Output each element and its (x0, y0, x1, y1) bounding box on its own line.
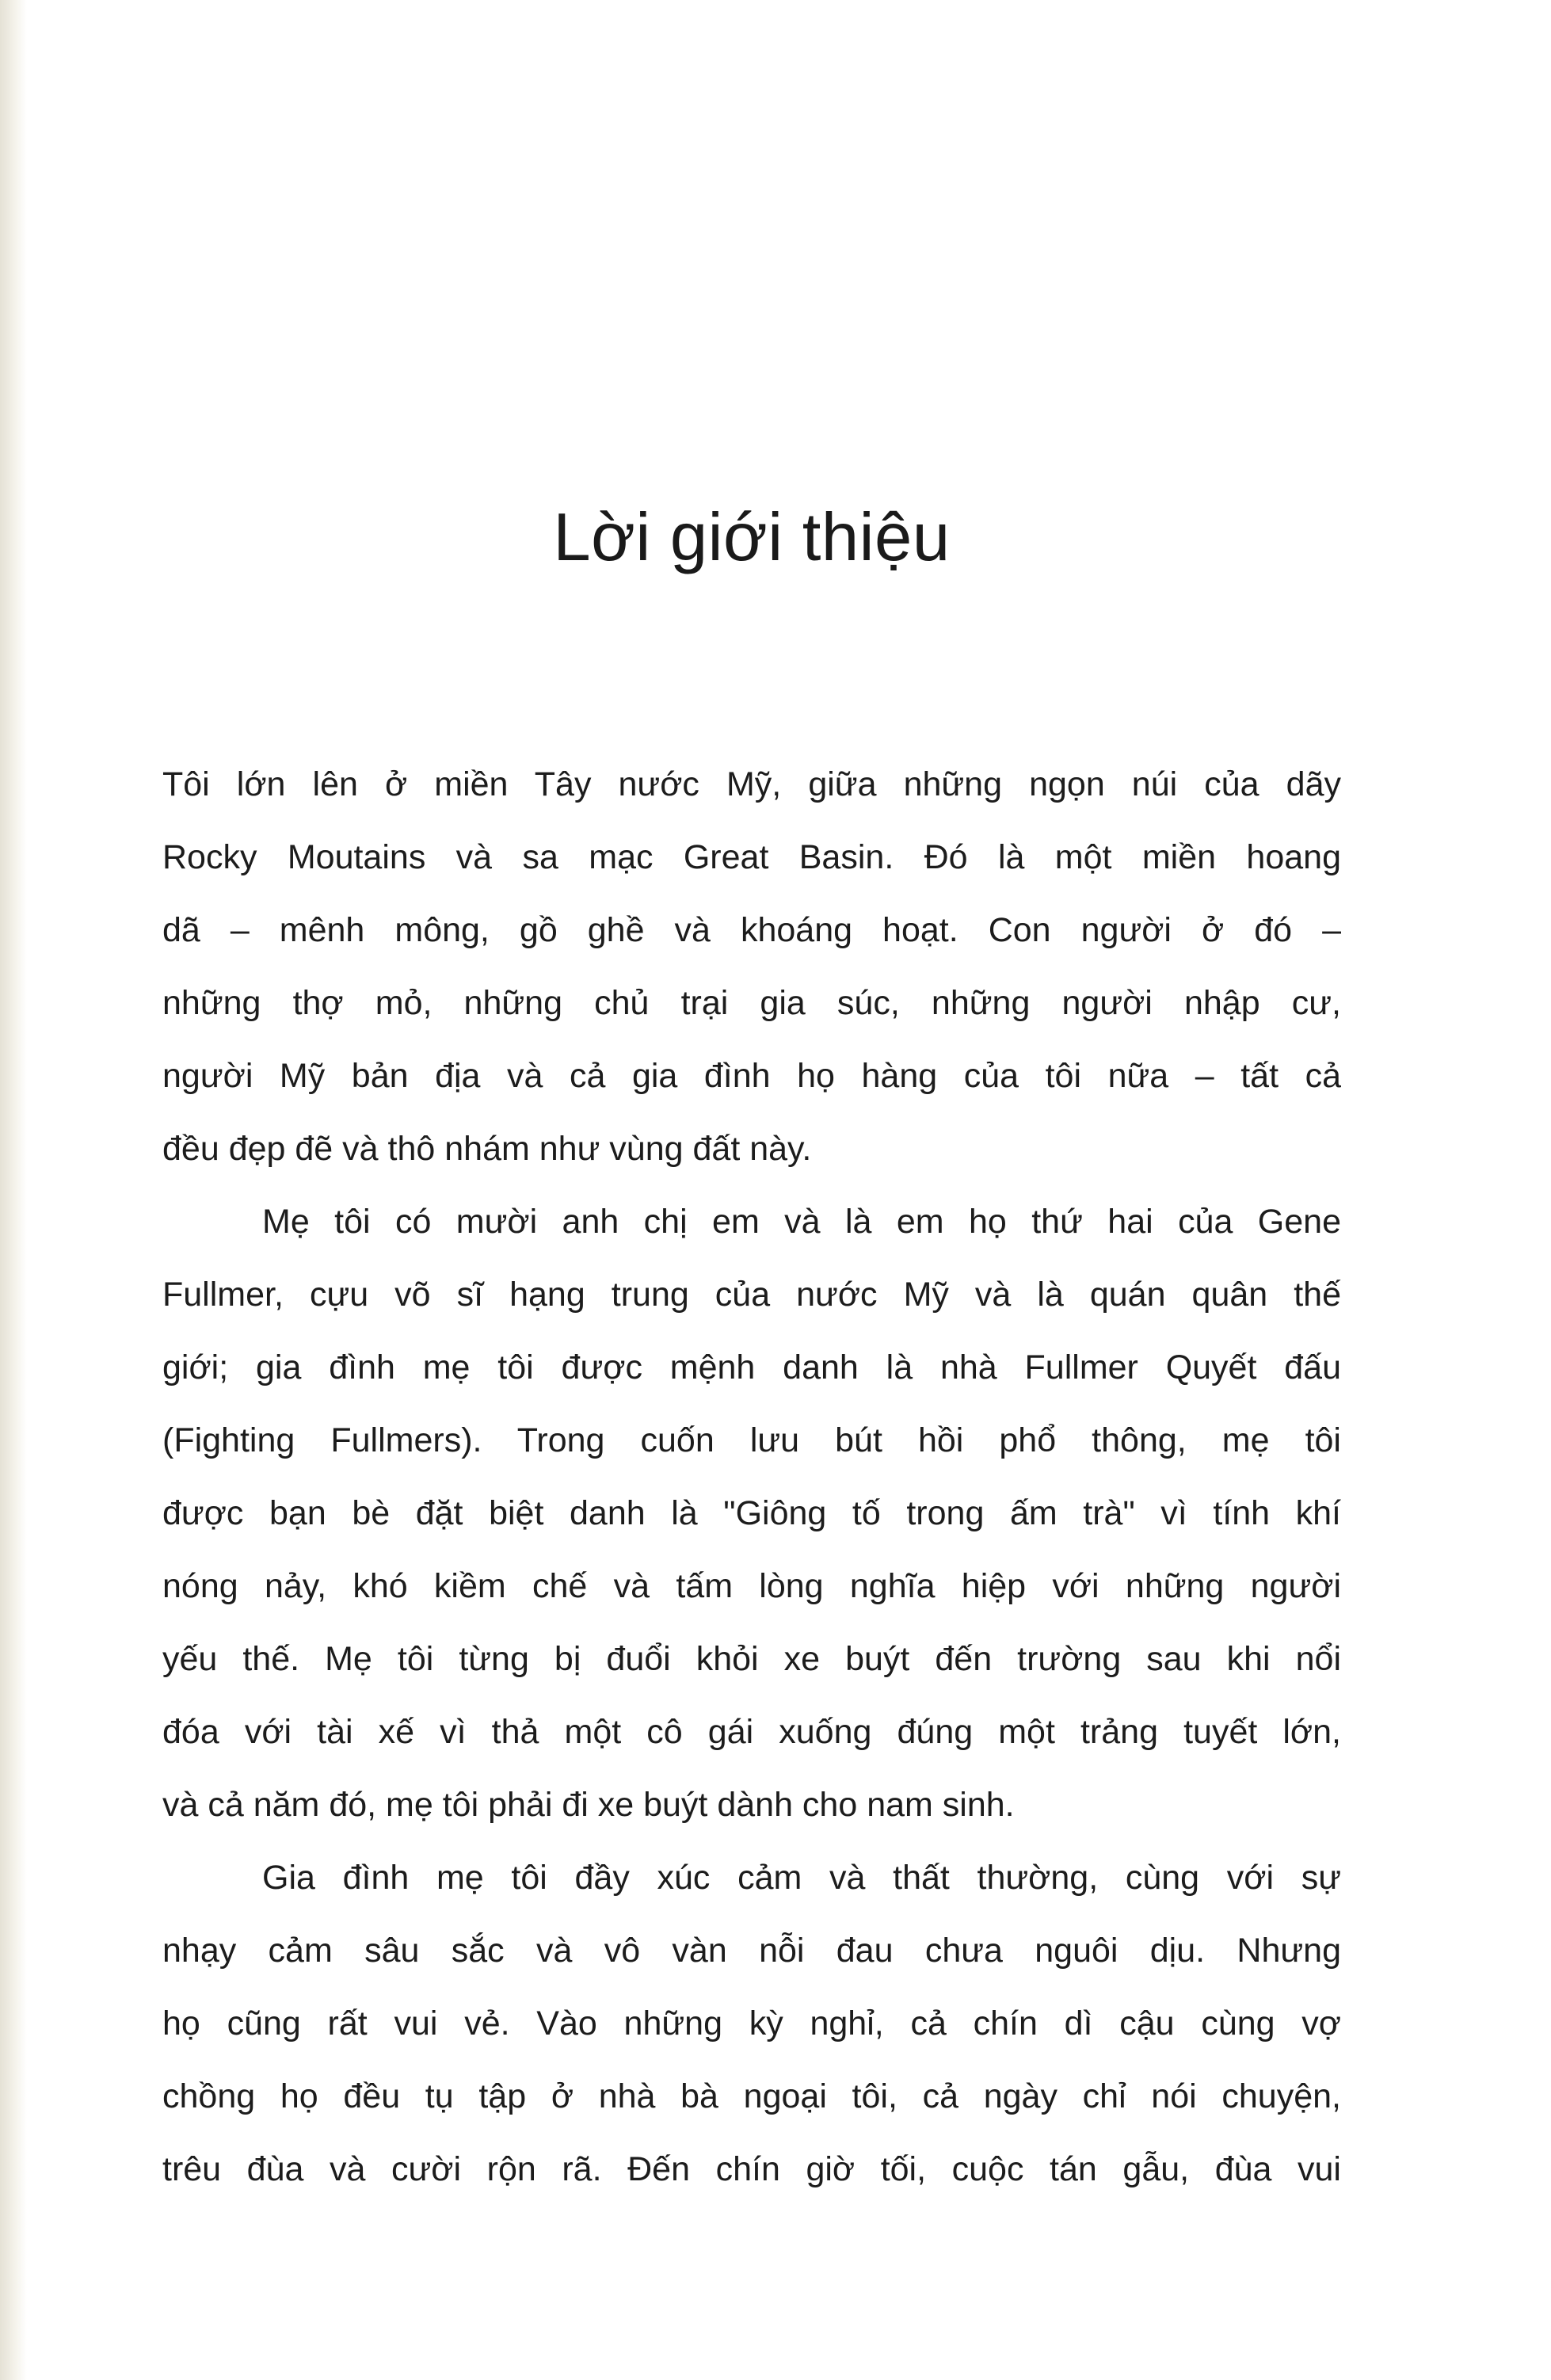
text-line: dã – mênh mông, gồ ghề và khoáng hoạt. Con người ở đó – (162, 911, 1341, 949)
text-line: Rocky Moutains và sa mạc Great Basin. Đó là một miền hoang (162, 838, 1341, 876)
page-title: Lời giới thiệu (553, 500, 951, 575)
body-text (162, 748, 1341, 2206)
text-line: Mẹ tôi có mười anh chị em và là em họ thứ hai của Gene (262, 1203, 1341, 1241)
text-line: đóa với tài xế vì thả một cô gái xuống đúng một trảng tuyết lớn, (162, 1713, 1341, 1751)
text-line: chồng họ đều tụ tập ở nhà bà ngoại tôi, cả ngày chỉ nói chuyện, (162, 2077, 1341, 2115)
text-line: họ cũng rất vui vẻ. Vào những kỳ nghỉ, cả chín dì cậu cùng vợ (162, 2004, 1341, 2042)
text-line: trêu đùa và cười rộn rã. Đến chín giờ tối, cuộc tán gẫu, đùa vui (162, 2150, 1341, 2188)
text-line: nóng nảy, khó kiềm chế và tấm lòng nghĩa hiệp với những người (162, 1567, 1341, 1605)
text-line: giới; gia đình mẹ tôi được mệnh danh là nhà Fullmer Quyết đấu (162, 1348, 1341, 1386)
text-line: nhạy cảm sâu sắc và vô vàn nỗi đau chưa nguôi dịu. Nhưng (162, 1932, 1341, 1970)
text-line: (Fighting Fullmers). Trong cuốn lưu bút hồi phổ thông, mẹ tôi (162, 1421, 1341, 1459)
text-line: Gia đình mẹ tôi đầy xúc cảm và thất thường, cùng với sự (262, 1859, 1341, 1897)
text-line: yếu thế. Mẹ tôi từng bị đuổi khỏi xe buýt đến trường sau khi nổi (162, 1640, 1341, 1678)
text-line: được bạn bè đặt biệt danh là "Giông tố trong ấm trà" vì tính khí (162, 1494, 1341, 1532)
text-line: người Mỹ bản địa và cả gia đình họ hàng của tôi nữa – tất cả (162, 1057, 1341, 1095)
text-line: Tôi lớn lên ở miền Tây nước Mỹ, giữa những ngọn núi của dãy (162, 765, 1341, 803)
text-line: đều đẹp đẽ và thô nhám như vùng đất này. (162, 1130, 812, 1168)
text-line: và cả năm đó, mẹ tôi phải đi xe buýt dành cho nam sinh. (162, 1786, 1015, 1824)
page-edge-shadow (0, 0, 27, 2380)
text-line: những thợ mỏ, những chủ trại gia súc, những người nhập cư, (162, 984, 1341, 1022)
text-line: Fullmer, cựu võ sĩ hạng trung của nước Mỹ và là quán quân thế (162, 1276, 1341, 1314)
